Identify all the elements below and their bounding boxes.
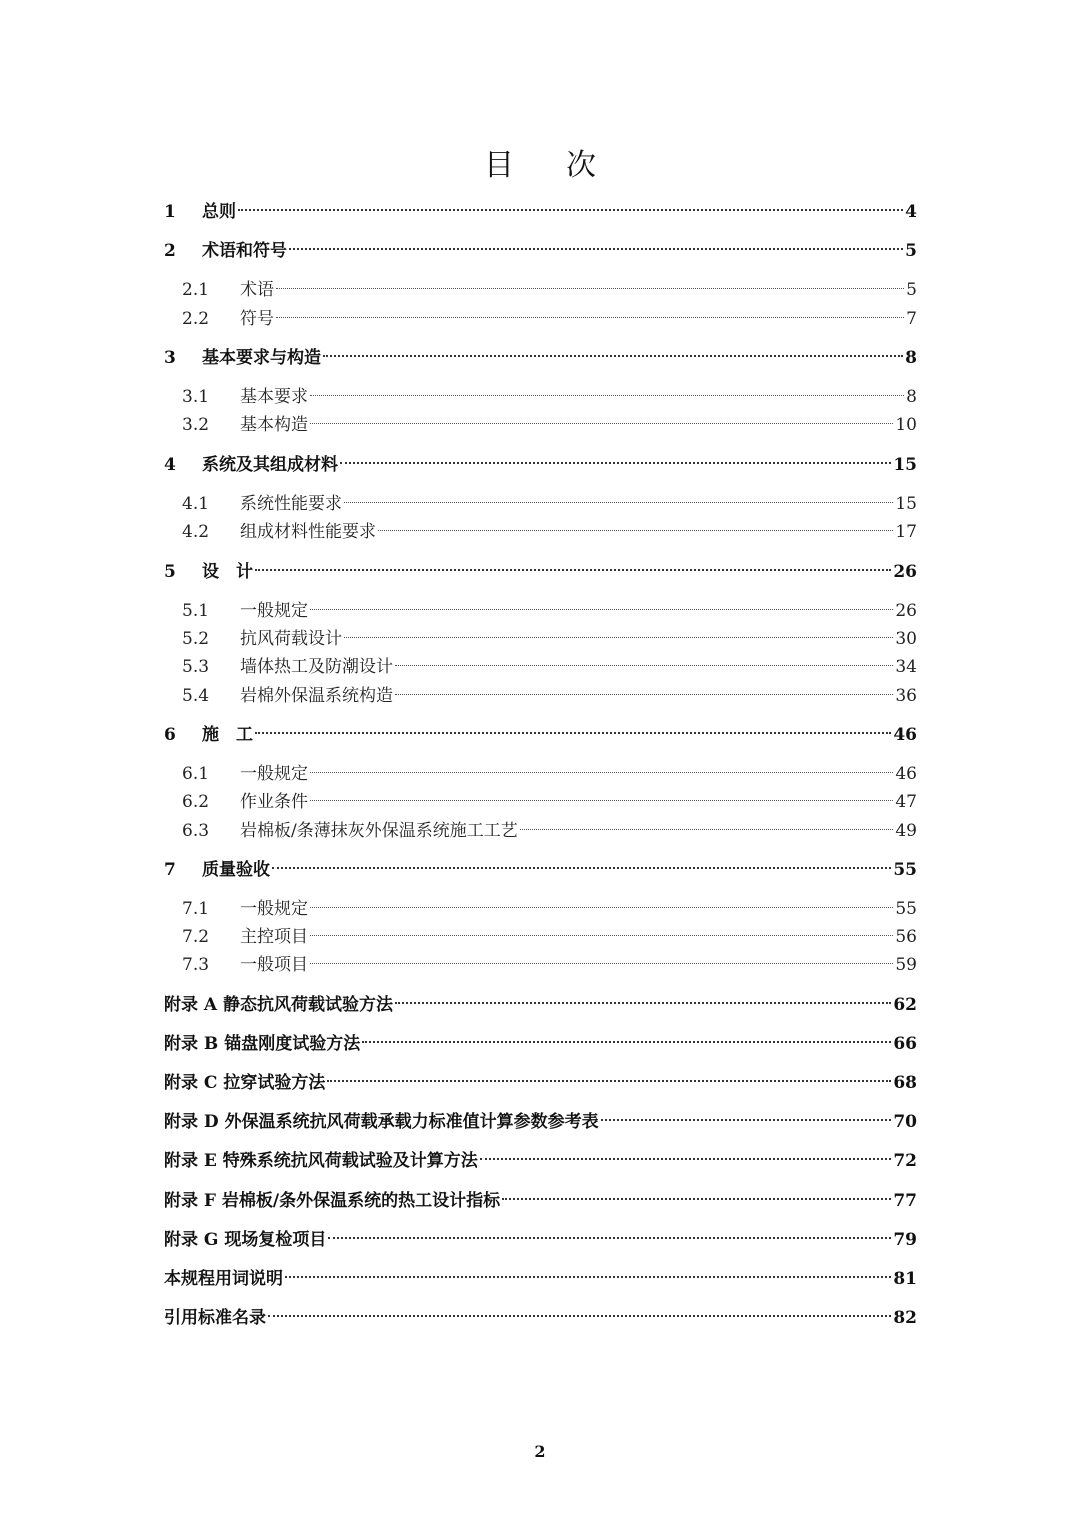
dot-leader (395, 694, 893, 695)
dot-leader (344, 637, 893, 638)
dot-leader (310, 935, 893, 936)
toc-entry-number: 2.2 (182, 309, 210, 329)
toc-entry-number: 5.3 (182, 657, 210, 677)
dot-leader (289, 248, 903, 250)
toc-entry-label: 本规程用词说明 (164, 1269, 283, 1289)
toc-entry-label: 质量验收 (202, 860, 270, 880)
toc-entry-label: 术语 (240, 280, 274, 300)
toc-entry[interactable] (182, 276, 917, 304)
dot-leader (378, 530, 893, 531)
toc-entry[interactable] (164, 237, 917, 265)
dot-leader (310, 609, 893, 610)
toc-entry[interactable] (182, 597, 917, 625)
toc-entry-label: 抗风荷载设计 (240, 629, 342, 649)
toc-entry-number: 7.1 (182, 899, 210, 919)
toc-entry-page: 82 (893, 1308, 917, 1328)
toc-entry[interactable] (182, 951, 917, 979)
dot-leader (344, 502, 893, 503)
dot-leader (480, 1158, 892, 1160)
toc-entry[interactable] (164, 1187, 917, 1215)
toc-entry-number: 1 (164, 202, 176, 222)
toc-entry-page: 10 (895, 415, 917, 435)
toc-entry-number: 5 (164, 562, 176, 582)
dot-leader (395, 1002, 891, 1004)
dot-leader (362, 1041, 891, 1043)
toc-entry-number: 7.3 (182, 955, 210, 975)
toc-entry-number: 3.2 (182, 415, 210, 435)
toc-entry[interactable] (182, 383, 917, 411)
toc-entry-page: 17 (895, 522, 917, 542)
toc-entry-label: 总则 (202, 202, 236, 222)
toc-entry-page: 55 (893, 860, 917, 880)
toc-entry-page: 68 (893, 1073, 917, 1093)
toc-entry-label: 符号 (240, 309, 274, 329)
dot-leader (276, 317, 904, 318)
toc-entry-label: 附录 G 现场复检项目 (164, 1230, 327, 1250)
toc-entry[interactable] (182, 653, 917, 681)
toc-entry-page: 5 (906, 280, 917, 300)
toc-entry-number: 4.1 (182, 494, 210, 514)
toc-entry-page: 36 (895, 686, 917, 706)
toc-entry[interactable] (164, 451, 917, 479)
toc-entry-page: 15 (893, 455, 917, 475)
toc-entry[interactable] (164, 1304, 917, 1332)
toc-entry-label: 术语和符号 (202, 241, 287, 261)
toc-entry-label: 附录 C 拉穿试验方法 (164, 1073, 326, 1093)
toc-entry[interactable] (182, 682, 917, 710)
toc-entry-page: 62 (893, 995, 917, 1015)
toc-entry-label: 附录 E 特殊系统抗风荷载试验及计算方法 (164, 1151, 478, 1171)
toc-entry[interactable] (182, 923, 917, 951)
toc-entry-page: 59 (895, 955, 917, 975)
dot-leader (255, 569, 891, 571)
dot-leader (601, 1119, 892, 1121)
toc-entry-number: 5.4 (182, 686, 210, 706)
toc-entry[interactable] (164, 344, 917, 372)
dot-leader (310, 395, 904, 396)
toc-entry[interactable] (164, 1147, 917, 1175)
toc-entry-label: 附录 B 锚盘刚度试验方法 (164, 1034, 361, 1054)
toc-entry-page: 46 (893, 725, 917, 745)
toc-entry-label: 一般规定 (240, 601, 308, 621)
toc-entry-label: 基本构造 (240, 415, 308, 435)
dot-leader (238, 209, 903, 211)
toc-entry[interactable] (164, 1226, 917, 1254)
toc-entry[interactable] (182, 518, 917, 546)
dot-leader (502, 1198, 891, 1200)
toc-entry-number: 6.1 (182, 764, 210, 784)
dot-leader (255, 732, 891, 734)
toc-entry-page: 8 (905, 348, 917, 368)
toc-entry-label: 基本要求 (240, 387, 308, 407)
toc-entry-label: 附录 F 岩棉板/条外保温系统的热工设计指标 (164, 1191, 501, 1211)
toc-entry[interactable] (164, 1069, 917, 1097)
toc-entry[interactable] (164, 198, 917, 226)
toc-entry[interactable] (164, 1265, 917, 1293)
toc-entry-label: 附录 A 静态抗风荷载试验方法 (164, 995, 394, 1015)
toc-entry-label: 基本要求与构造 (202, 348, 321, 368)
dot-leader (520, 829, 894, 830)
toc-entry-number: 7.2 (182, 927, 210, 947)
toc-entry-label: 岩棉外保温系统构造 (240, 686, 393, 706)
toc-entry-label: 岩棉板/条薄抹灰外保温系统施工工艺 (240, 821, 518, 841)
toc-entry-page: 66 (893, 1034, 917, 1054)
toc-entry-label: 组成材料性能要求 (240, 522, 376, 542)
toc-entry[interactable] (164, 1108, 917, 1136)
toc-entry-label: 附录 D 外保温系统抗风荷载承载力标准值计算参数参考表 (164, 1112, 599, 1132)
dot-leader (285, 1276, 891, 1278)
toc-entry[interactable] (182, 490, 917, 518)
toc-entry-number: 5.2 (182, 629, 210, 649)
toc-entry-page: 70 (893, 1112, 917, 1132)
title-char-1: 目 (484, 148, 514, 183)
toc-entry-label: 设 计 (202, 562, 253, 582)
page-number: 2 (534, 1442, 546, 1461)
toc-entry-label: 主控项目 (240, 927, 308, 947)
dot-leader (395, 665, 893, 666)
toc-entry[interactable] (182, 895, 917, 923)
dot-leader (323, 355, 903, 357)
toc-entry-number: 5.1 (182, 601, 210, 621)
toc-entry-page: 30 (895, 629, 917, 649)
dot-leader (310, 423, 893, 424)
toc-entry-number: 4 (164, 455, 176, 475)
toc-entry-number: 4.2 (182, 522, 210, 542)
toc-entry-label: 一般规定 (240, 764, 308, 784)
dot-leader (310, 800, 893, 801)
toc-entry-page: 8 (906, 387, 917, 407)
toc-entry-number: 6 (164, 725, 176, 745)
toc-entry-label: 一般规定 (240, 899, 308, 919)
toc-entry-number: 7 (164, 860, 176, 880)
dot-leader (310, 907, 893, 908)
dot-leader (310, 772, 893, 773)
toc-entry-number: 6.3 (182, 821, 210, 841)
toc-entry-page: 4 (905, 202, 917, 222)
dot-leader (327, 1080, 891, 1082)
toc-entry-label: 系统性能要求 (240, 494, 342, 514)
toc-entry-page: 77 (893, 1191, 917, 1211)
toc-entry-page: 81 (893, 1269, 917, 1289)
toc-entry[interactable] (164, 1030, 917, 1058)
toc-entry[interactable] (182, 817, 917, 845)
toc-entry[interactable] (164, 558, 917, 586)
toc-entry-page: 7 (906, 309, 917, 329)
toc-entry-page: 15 (895, 494, 917, 514)
toc-entry-page: 72 (893, 1151, 917, 1171)
toc-entry[interactable] (164, 856, 917, 884)
dot-leader (272, 867, 891, 869)
toc-entry-page: 56 (895, 927, 917, 947)
toc-entry[interactable] (182, 760, 917, 788)
toc-entry-page: 46 (895, 764, 917, 784)
dot-leader (328, 1237, 891, 1239)
toc-entry-label: 墙体热工及防潮设计 (240, 657, 393, 677)
toc-entry-number: 2 (164, 241, 176, 261)
toc-entry-page: 34 (895, 657, 917, 677)
dot-leader (340, 462, 891, 464)
toc-entry-page: 79 (893, 1230, 917, 1250)
toc-entry-page: 49 (895, 821, 917, 841)
dot-leader (310, 963, 893, 964)
toc-entry[interactable] (164, 991, 917, 1019)
toc-entry-number: 3.1 (182, 387, 210, 407)
toc-entry-label: 作业条件 (240, 792, 308, 812)
toc-entry-page: 26 (893, 562, 917, 582)
dot-leader (276, 288, 904, 289)
toc-entry-page: 26 (895, 601, 917, 621)
toc-entry[interactable] (182, 625, 917, 653)
toc-entry[interactable] (182, 788, 917, 816)
toc-entry-page: 47 (895, 792, 917, 812)
title-char-2: 次 (566, 148, 596, 183)
toc-entry[interactable] (164, 721, 917, 749)
toc-entry-number: 6.2 (182, 792, 210, 812)
toc-entry-label: 一般项目 (240, 955, 308, 975)
toc-entry-label: 系统及其组成材料 (202, 455, 338, 475)
toc-entry-label: 引用标准名录 (164, 1308, 266, 1328)
toc-entry-page: 5 (905, 241, 917, 261)
toc-entry[interactable] (182, 411, 917, 439)
dot-leader (268, 1315, 891, 1317)
toc-entry-number: 2.1 (182, 280, 210, 300)
toc-entry-page: 55 (895, 899, 917, 919)
toc-entry[interactable] (182, 305, 917, 333)
toc-entry-label: 施 工 (202, 725, 253, 745)
toc-entry-number: 3 (164, 348, 176, 368)
